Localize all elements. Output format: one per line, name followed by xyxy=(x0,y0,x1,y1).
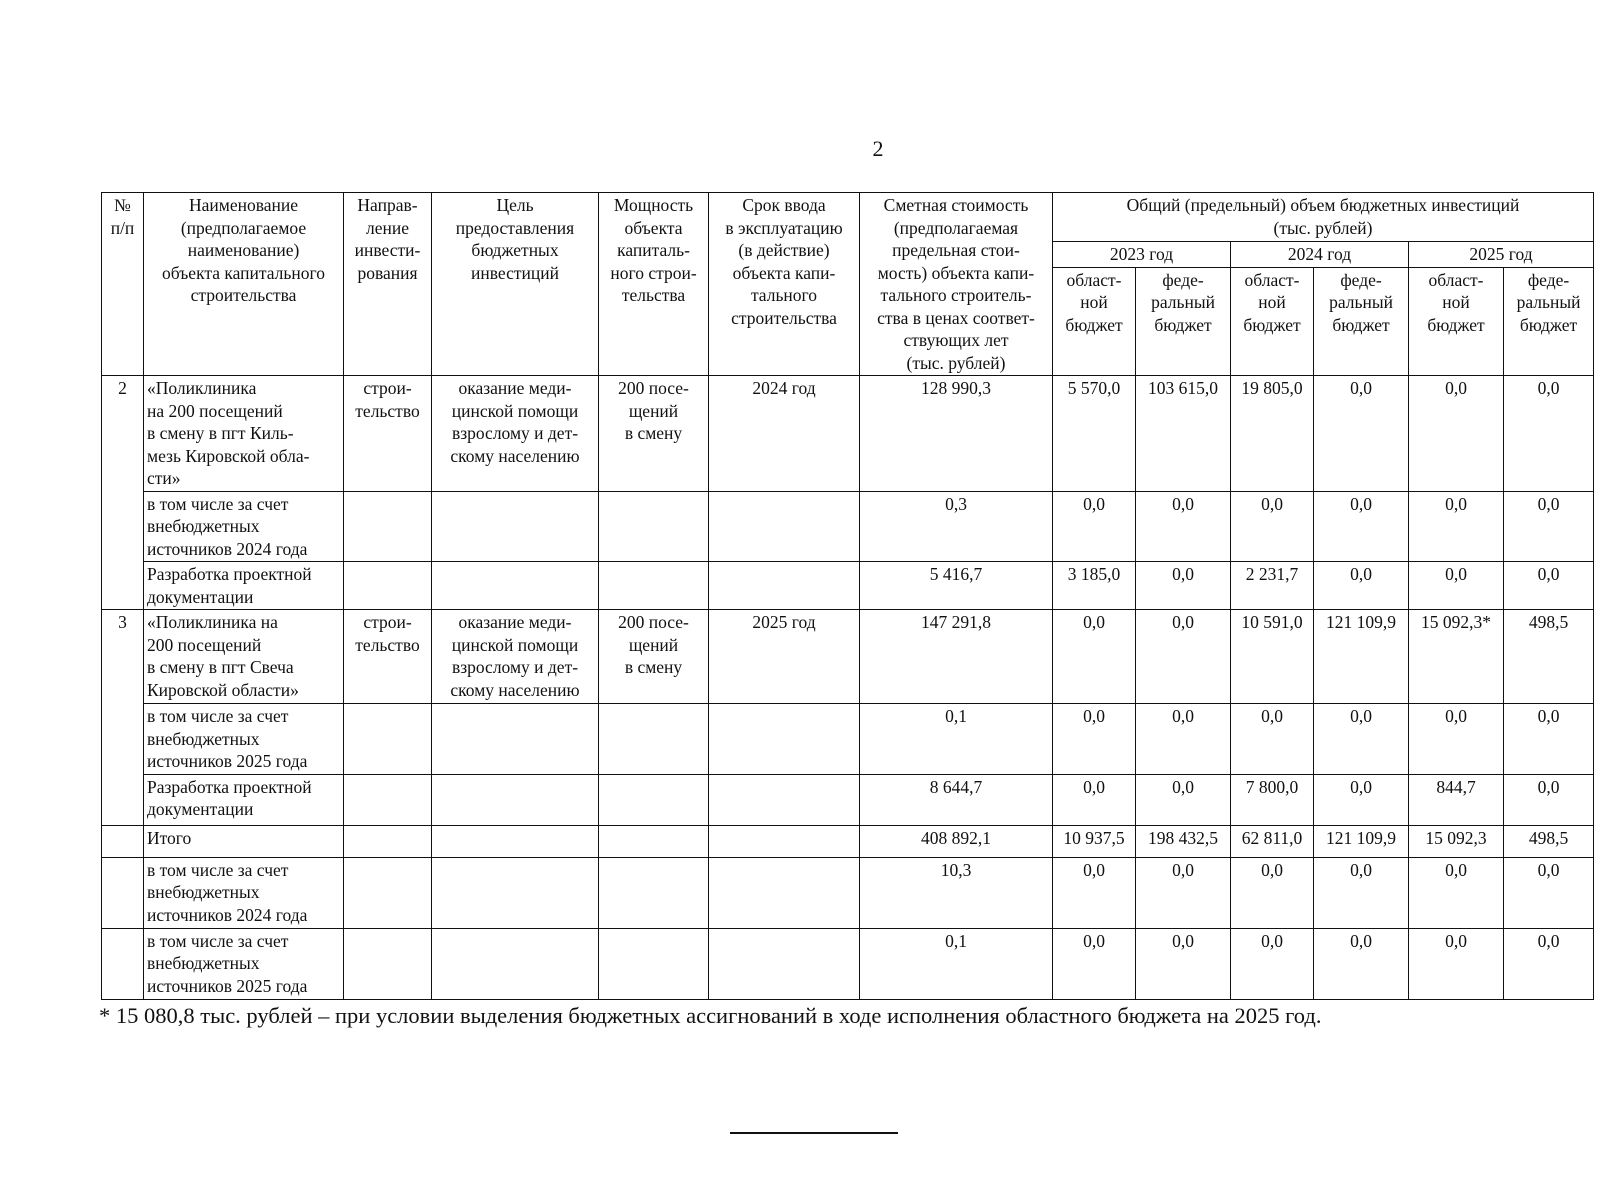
row-cost: 0,1 xyxy=(860,928,1053,999)
row-value: 0,0 xyxy=(1136,491,1231,562)
row-value: 121 109,9 xyxy=(1314,610,1409,704)
table-row xyxy=(102,857,1594,928)
header-federal-2025: феде- ральный бюджет xyxy=(1504,267,1594,375)
row-name: Разработка проектной документации xyxy=(144,562,344,610)
row-value: 0,0 xyxy=(1231,704,1314,775)
row-value: 0,0 xyxy=(1409,928,1504,999)
row-value: 0,0 xyxy=(1409,704,1504,775)
row-value: 0,0 xyxy=(1231,491,1314,562)
row-value: 0,0 xyxy=(1053,928,1136,999)
footnote: * 15 080,8 тыс. рублей – при условии выделения бюджетных ассигнований в ходе исполнения областного бюджета на 2025 год. xyxy=(99,1003,1322,1028)
row-value: 0,0 xyxy=(1314,928,1409,999)
row-value: 0,0 xyxy=(1314,774,1409,825)
row-value: 0,0 xyxy=(1053,774,1136,825)
table-row xyxy=(102,704,1594,775)
row-value: 121 109,9 xyxy=(1314,825,1409,857)
table-row xyxy=(102,774,1594,825)
row-value: 3 185,0 xyxy=(1053,562,1136,610)
row-value: 0,0 xyxy=(1136,774,1231,825)
row-name: в том числе за счет внебюджетных источников 2024 года xyxy=(144,491,344,562)
row-value: 0,0 xyxy=(1409,562,1504,610)
row-value: 0,0 xyxy=(1504,376,1594,492)
row-value: 0,0 xyxy=(1504,704,1594,775)
row-capacity: 200 посе- щений в смену xyxy=(599,376,709,492)
row-value: 0,0 xyxy=(1136,928,1231,999)
row-value: 0,0 xyxy=(1409,857,1504,928)
budget-investment-table xyxy=(101,192,1594,1000)
row-name: Разработка проектной документации xyxy=(144,774,344,825)
header-capacity: Мощность объекта капиталь- ного строи- тельства xyxy=(599,193,709,376)
row-value: 0,0 xyxy=(1409,376,1504,492)
row-value: 0,0 xyxy=(1314,376,1409,492)
row-value: 0,0 xyxy=(1136,610,1231,704)
row-cost: 10,3 xyxy=(860,857,1053,928)
row-value: 0,0 xyxy=(1314,704,1409,775)
row-value: 844,7 xyxy=(1409,774,1504,825)
row-value: 0,0 xyxy=(1231,857,1314,928)
table-row xyxy=(102,928,1594,999)
header-year-2024: 2024 год xyxy=(1231,241,1409,267)
header-num: № п/п xyxy=(102,193,144,376)
row-capacity: 200 посе- щений в смену xyxy=(599,610,709,704)
row-value: 10 937,5 xyxy=(1053,825,1136,857)
row-value: 0,0 xyxy=(1409,491,1504,562)
row-value: 198 432,5 xyxy=(1136,825,1231,857)
header-year-2023: 2023 год xyxy=(1053,241,1231,267)
row-name: «Поликлиника на 200 посещений в смену в пгт Свеча Кировской области» xyxy=(144,610,344,704)
end-rule xyxy=(730,1132,898,1134)
row-value: 7 800,0 xyxy=(1231,774,1314,825)
row-value: 0,0 xyxy=(1136,562,1231,610)
row-value: 15 092,3* xyxy=(1409,610,1504,704)
row-purpose: оказание меди- цинской помощи взрослому и дет- скому населению xyxy=(432,610,599,704)
row-name: в том числе за счет внебюджетных источников 2025 года xyxy=(144,704,344,775)
table-row xyxy=(102,610,1594,704)
header-name: Наименование (предполагаемое наименование) объекта капитального строительства xyxy=(144,193,344,376)
row-value: 0,0 xyxy=(1504,857,1594,928)
row-value: 0,0 xyxy=(1053,704,1136,775)
row-value: 2 231,7 xyxy=(1231,562,1314,610)
row-value: 10 591,0 xyxy=(1231,610,1314,704)
row-name: Итого xyxy=(144,825,344,857)
row-direction: строи- тельство xyxy=(344,610,432,704)
row-num: 2 xyxy=(102,376,144,610)
header-purpose: Цель предоставления бюджетных инвестиций xyxy=(432,193,599,376)
row-cost: 8 644,7 xyxy=(860,774,1053,825)
row-value: 0,0 xyxy=(1136,704,1231,775)
row-cost: 0,3 xyxy=(860,491,1053,562)
row-cost: 5 416,7 xyxy=(860,562,1053,610)
header-commissioning: Срок ввода в эксплуатацию (в действие) объекта капи- тального строительства xyxy=(709,193,860,376)
row-purpose: оказание меди- цинской помощи взрослому и дет- скому населению xyxy=(432,376,599,492)
row-value: 0,0 xyxy=(1314,562,1409,610)
row-value: 15 092,3 xyxy=(1409,825,1504,857)
row-value: 0,0 xyxy=(1504,774,1594,825)
header-cost: Сметная стоимость (предполагаемая предельная стои- мость) объекта капи- тального строитель- ства в ценах соответ- ствующих лет (тыс. рублей) xyxy=(860,193,1053,376)
header-regional-2025: област- ной бюджет xyxy=(1409,267,1504,375)
row-name: «Поликлиника на 200 посещений в смену в пгт Киль- мезь Кировской обла- сти» xyxy=(144,376,344,492)
row-value: 0,0 xyxy=(1504,928,1594,999)
row-value: 5 570,0 xyxy=(1053,376,1136,492)
row-value: 0,0 xyxy=(1504,562,1594,610)
row-value: 0,0 xyxy=(1053,610,1136,704)
row-value: 498,5 xyxy=(1504,610,1594,704)
row-value: 62 811,0 xyxy=(1231,825,1314,857)
page-number: 2 xyxy=(872,136,884,161)
row-value: 0,0 xyxy=(1314,857,1409,928)
row-cost: 128 990,3 xyxy=(860,376,1053,492)
header-federal-2024: феде- ральный бюджет xyxy=(1314,267,1409,375)
table-row xyxy=(102,562,1594,610)
row-cost: 0,1 xyxy=(860,704,1053,775)
row-value: 0,0 xyxy=(1053,857,1136,928)
row-direction: строи- тельство xyxy=(344,376,432,492)
table-row xyxy=(102,491,1594,562)
row-value: 498,5 xyxy=(1504,825,1594,857)
row-value: 0,0 xyxy=(1053,491,1136,562)
row-value: 0,0 xyxy=(1504,491,1594,562)
header-year-2025: 2025 год xyxy=(1409,241,1594,267)
header-regional-2024: област- ной бюджет xyxy=(1231,267,1314,375)
row-cost: 147 291,8 xyxy=(860,610,1053,704)
row-commissioning: 2024 год xyxy=(709,376,860,492)
row-commissioning: 2025 год xyxy=(709,610,860,704)
header-federal-2023: феде- ральный бюджет xyxy=(1136,267,1231,375)
row-value: 19 805,0 xyxy=(1231,376,1314,492)
row-value: 0,0 xyxy=(1136,857,1231,928)
row-num: 3 xyxy=(102,610,144,826)
row-name: в том числе за счет внебюджетных источников 2025 года xyxy=(144,928,344,999)
row-value: 0,0 xyxy=(1314,491,1409,562)
row-cost: 408 892,1 xyxy=(860,825,1053,857)
table-row xyxy=(102,376,1594,492)
row-value: 103 615,0 xyxy=(1136,376,1231,492)
header-regional-2023: област- ной бюджет xyxy=(1053,267,1136,375)
header-direction: Направ- ление инвести- рования xyxy=(344,193,432,376)
row-name: в том числе за счет внебюджетных источников 2024 года xyxy=(144,857,344,928)
header-total-volume: Общий (предельный) объем бюджетных инвестиций (тыс. рублей) xyxy=(1053,193,1594,242)
table-row-total xyxy=(102,825,1594,857)
row-value: 0,0 xyxy=(1231,928,1314,999)
